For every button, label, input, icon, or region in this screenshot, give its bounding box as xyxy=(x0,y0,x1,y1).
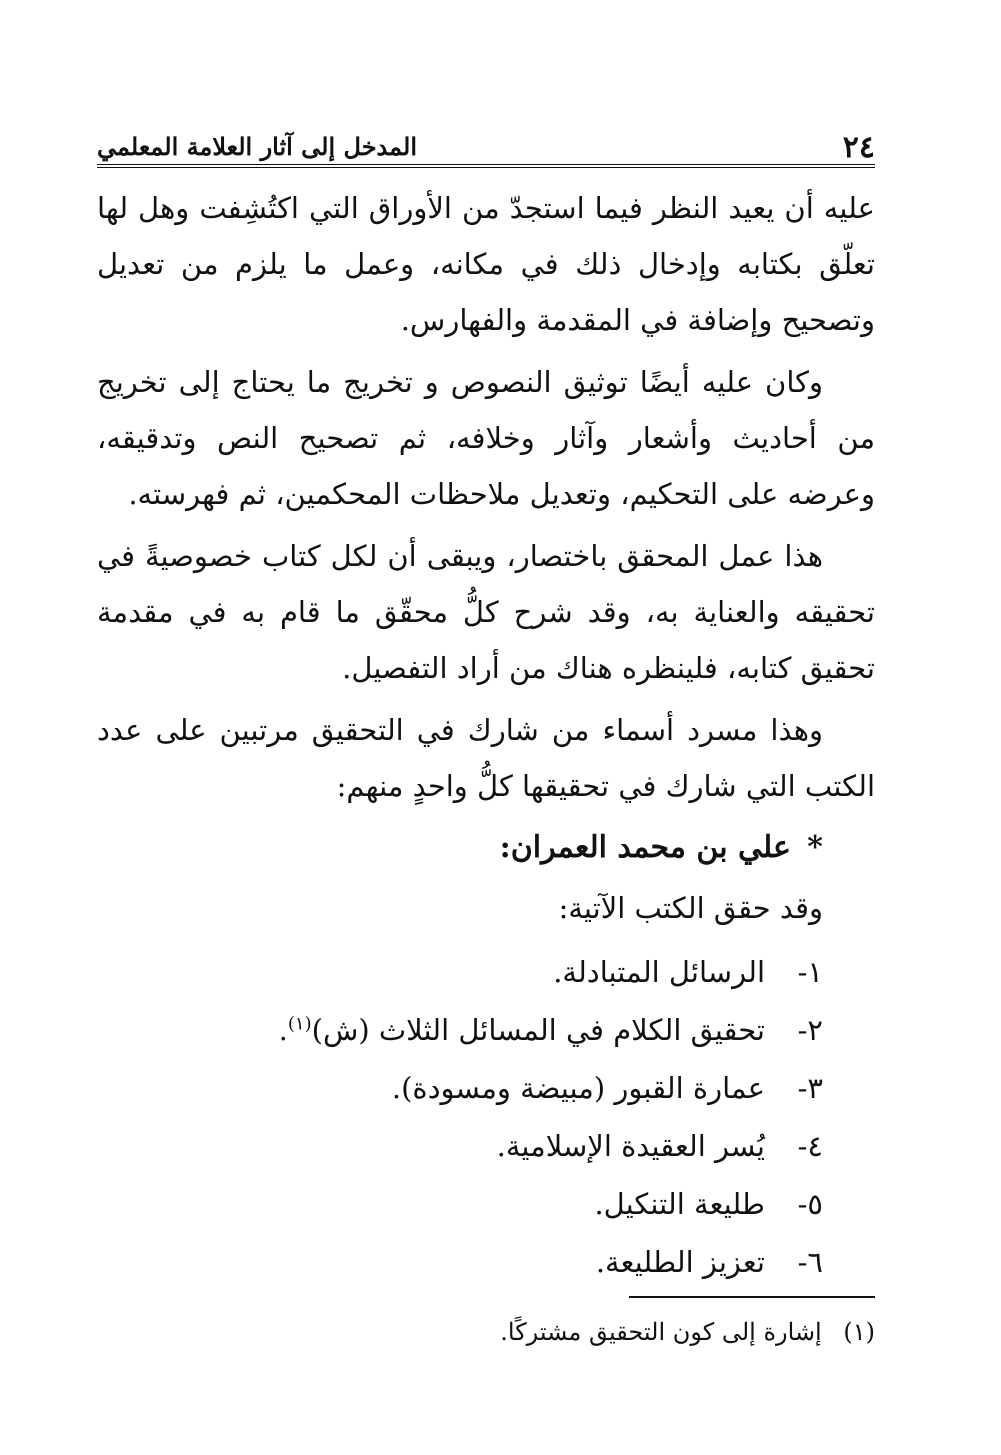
list-item xyxy=(97,1176,823,1232)
paragraph-continuation: عليه أن يعيد النظر فيما استجدّ من الأوراق التي اكتُشِفت وهل لها تعلّق بكتابه وإدخال ذلك في مكانه، وعمل ما يلزم من تعديل وتصحيح وإضافة في المقدمة والفهارس. xyxy=(97,191,875,337)
footnote-mark: (١) xyxy=(843,1318,875,1346)
title-period: . xyxy=(278,1013,288,1047)
contributor-name: علي بن محمد العمران: xyxy=(499,830,791,865)
book-title: تعزيز الطليعة. xyxy=(595,1245,765,1279)
list-item xyxy=(97,1118,823,1174)
item-number: ٢- xyxy=(797,1013,823,1047)
list-item xyxy=(97,1002,823,1058)
running-title: المدخل إلى آثار العلامة المعلمي xyxy=(97,132,417,161)
asterisk-marker: * xyxy=(807,830,823,865)
footnote-separator xyxy=(629,1296,875,1298)
list-item xyxy=(97,1234,823,1290)
book-title: طليعة التنكيل. xyxy=(594,1187,765,1221)
book-list xyxy=(97,944,875,1290)
item-number: ٤- xyxy=(797,1129,823,1163)
footnote-reference: (١) xyxy=(287,1013,312,1035)
book-title: الرسائل المتبادلة. xyxy=(553,955,765,989)
paragraph: هذا عمل المحقق باختصار، ويبقى أن لكل كتاب خصوصيةً في تحقيقه والعناية به، وقد شرح كلُّ محقّق ما قام به في مقدمة تحقيق كتابه، فلينظره هناك من أراد التفصيل. xyxy=(97,539,875,685)
item-number: ٣- xyxy=(797,1071,823,1105)
paragraph: وهذا مسرد أسماء من شارك في التحقيق مرتبين على عدد الكتب التي شارك في تحقيقها كلُّ واحدٍ منهم: xyxy=(97,713,875,803)
book-title: تحقيق الكلام في المسائل الثلاث (ش) xyxy=(311,1013,765,1047)
paragraph: وكان عليه أيضًا توثيق النصوص و تخريج ما يحتاج إلى تخريج من أحاديث وأشعار وآثار وخلافه، ثم تصحيح النص وتدقيقه، وعرضه على التحكيم، وتعديل ملاحظات المحكمين، ثم فهرسته. xyxy=(97,365,875,511)
book-title: عمارة القبور (مبيضة ومسودة). xyxy=(391,1071,765,1105)
list-item xyxy=(97,1060,823,1116)
footnote xyxy=(375,1312,875,1352)
page-header xyxy=(97,124,875,168)
item-number: ٥- xyxy=(797,1187,823,1221)
book-title-with-footnote xyxy=(279,1002,765,1058)
item-number: ١- xyxy=(797,955,823,989)
item-number: ٦- xyxy=(797,1245,823,1279)
page-number: ٢٤ xyxy=(842,130,875,165)
body-text xyxy=(97,180,875,1292)
footnote-text: إشارة إلى كون التحقيق مشتركًا. xyxy=(500,1318,822,1346)
list-item xyxy=(97,944,823,1000)
book-title: يُسر العقيدة الإسلامية. xyxy=(496,1129,765,1163)
contributor-heading xyxy=(97,820,823,876)
books-intro: وقد حقق الكتب الآتية: xyxy=(558,891,823,925)
